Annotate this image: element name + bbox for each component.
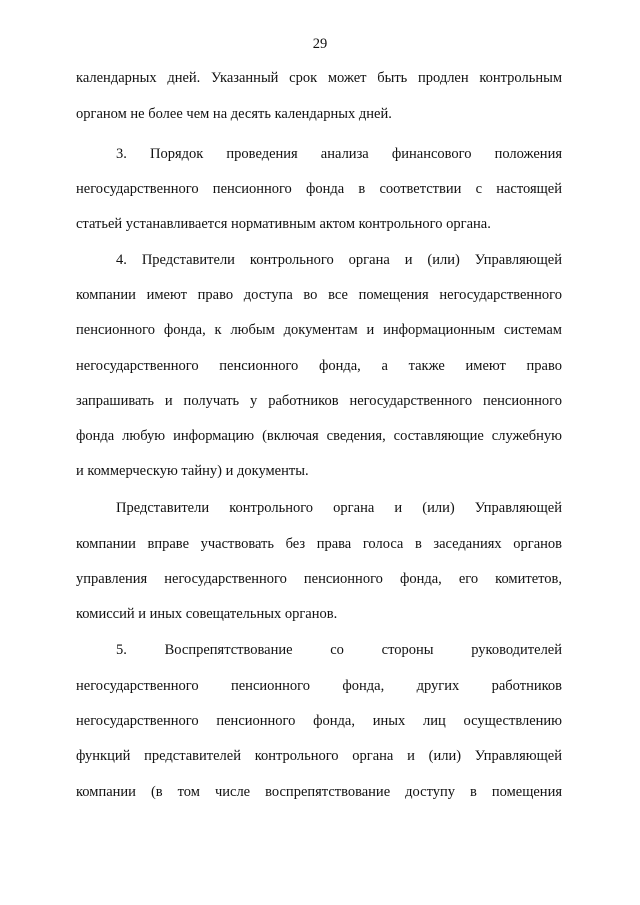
text-line: органом не более чем на десять календарных дней. — [76, 106, 392, 122]
text-line: компании (в том числе воспрепятствование доступу в помещения — [76, 784, 562, 800]
paragraph-4-first-line: 4. Представители контрольного органа и (или) Управляющей — [116, 252, 562, 268]
text-line: негосударственного пенсионного фонда, иных лиц осуществлению — [76, 713, 562, 729]
text-line: статьей устанавливается нормативным актом контрольного органа. — [76, 216, 491, 232]
paragraph-3-first-line: 3. Порядок проведения анализа финансового положения — [116, 146, 562, 162]
text-line: компании имеют право доступа во все помещения негосударственного — [76, 287, 562, 303]
paragraph-5-first-line: 5. Воспрепятствование со стороны руководителей — [116, 642, 562, 658]
text-line: комиссий и иных совещательных органов. — [76, 606, 338, 622]
text-line: негосударственного пенсионного фонда, других работников — [76, 678, 562, 694]
text-line: негосударственного пенсионного фонда, а также имеют право — [76, 358, 562, 374]
text-line: компании вправе участвовать без права голоса в заседаниях органов — [76, 536, 562, 552]
text-line: и коммерческую тайну) и документы. — [76, 463, 309, 479]
text-line: управления негосударственного пенсионного фонда, его комитетов, — [76, 571, 562, 587]
page-number: 29 — [312, 36, 328, 52]
text-line: запрашивать и получать у работников негосударственного пенсионного — [76, 393, 562, 409]
text-line: пенсионного фонда, к любым документам и информационным системам — [76, 322, 562, 338]
text-line: функций представителей контрольного органа и (или) Управляющей — [76, 748, 562, 764]
paragraph-first-line: Представители контрольного органа и (или) Управляющей — [116, 500, 562, 516]
text-line: фонда любую информацию (включая сведения, составляющие служебную — [76, 428, 562, 444]
text-line: негосударственного пенсионного фонда в соответствии с настоящей — [76, 181, 562, 197]
text-line: календарных дней. Указанный срок может быть продлен контрольным — [76, 70, 562, 86]
